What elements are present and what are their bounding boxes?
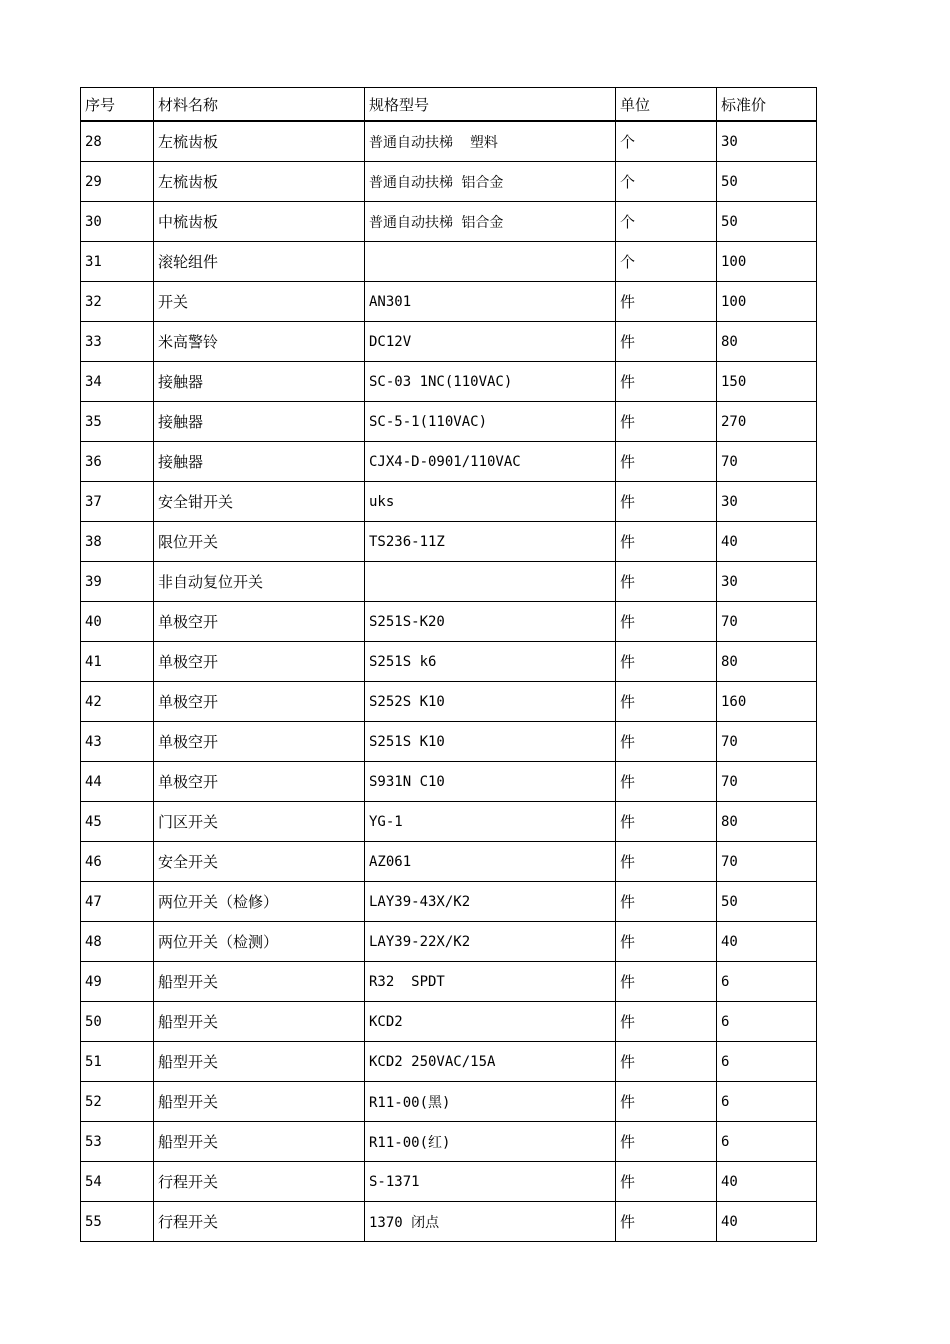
- cell-specification: KCD2 250VAC/15A: [365, 1042, 616, 1082]
- table-row: [81, 121, 817, 162]
- cell-material-name: 非自动复位开关: [154, 562, 365, 602]
- cell-serial-number: 42: [81, 682, 154, 722]
- header-serial-number: 序号: [81, 88, 154, 122]
- cell-serial-number: 33: [81, 322, 154, 362]
- table-row: [81, 802, 817, 842]
- cell-material-name: 单极空开: [154, 722, 365, 762]
- cell-material-name: 单极空开: [154, 682, 365, 722]
- cell-unit: 个: [616, 242, 717, 282]
- cell-material-name: 接触器: [154, 362, 365, 402]
- header-specification: 规格型号: [365, 88, 616, 122]
- table-row: [81, 362, 817, 402]
- cell-standard-price: 40: [717, 1162, 817, 1202]
- cell-specification: LAY39-43X/K2: [365, 882, 616, 922]
- cell-unit: 件: [616, 842, 717, 882]
- cell-specification: TS236-11Z: [365, 522, 616, 562]
- cell-standard-price: 6: [717, 1122, 817, 1162]
- cell-material-name: 船型开关: [154, 962, 365, 1002]
- cell-serial-number: 45: [81, 802, 154, 842]
- header-standard-price: 标准价: [717, 88, 817, 122]
- cell-serial-number: 54: [81, 1162, 154, 1202]
- cell-specification: 普通自动扶梯 铝合金: [365, 202, 616, 242]
- cell-serial-number: 55: [81, 1202, 154, 1242]
- table-row: [81, 642, 817, 682]
- cell-unit: 件: [616, 882, 717, 922]
- cell-serial-number: 29: [81, 162, 154, 202]
- table-row: [81, 1122, 817, 1162]
- cell-serial-number: 50: [81, 1002, 154, 1042]
- cell-unit: 件: [616, 922, 717, 962]
- cell-unit: 个: [616, 162, 717, 202]
- cell-standard-price: 50: [717, 162, 817, 202]
- header-unit: 单位: [616, 88, 717, 122]
- cell-unit: 件: [616, 1042, 717, 1082]
- cell-unit: 件: [616, 362, 717, 402]
- cell-material-name: 开关: [154, 282, 365, 322]
- cell-standard-price: 70: [717, 762, 817, 802]
- cell-specification: CJX4-D-0901/110VAC: [365, 442, 616, 482]
- cell-specification: SC-03 1NC(110VAC): [365, 362, 616, 402]
- cell-standard-price: 70: [717, 602, 817, 642]
- cell-specification: YG-1: [365, 802, 616, 842]
- table-body: [81, 121, 817, 1242]
- cell-unit: 件: [616, 1002, 717, 1042]
- table-row: [81, 1082, 817, 1122]
- cell-specification: LAY39-22X/K2: [365, 922, 616, 962]
- cell-material-name: 左梳齿板: [154, 162, 365, 202]
- cell-material-name: 行程开关: [154, 1162, 365, 1202]
- cell-specification: uks: [365, 482, 616, 522]
- cell-specification: R11-00(红): [365, 1122, 616, 1162]
- cell-material-name: 船型开关: [154, 1082, 365, 1122]
- header-row: [81, 88, 817, 122]
- cell-serial-number: 37: [81, 482, 154, 522]
- cell-standard-price: 150: [717, 362, 817, 402]
- cell-serial-number: 30: [81, 202, 154, 242]
- cell-standard-price: 6: [717, 962, 817, 1002]
- table-row: [81, 1162, 817, 1202]
- cell-specification: S252S K10: [365, 682, 616, 722]
- cell-unit: 件: [616, 1082, 717, 1122]
- table-header: [81, 88, 817, 122]
- cell-serial-number: 44: [81, 762, 154, 802]
- cell-material-name: 接触器: [154, 402, 365, 442]
- cell-standard-price: 40: [717, 1202, 817, 1242]
- cell-standard-price: 270: [717, 402, 817, 442]
- cell-standard-price: 70: [717, 442, 817, 482]
- cell-specification: S251S K10: [365, 722, 616, 762]
- table-row: [81, 842, 817, 882]
- cell-serial-number: 36: [81, 442, 154, 482]
- cell-standard-price: 100: [717, 282, 817, 322]
- table-row: [81, 442, 817, 482]
- cell-serial-number: 34: [81, 362, 154, 402]
- table-row: [81, 162, 817, 202]
- header-material-name: 材料名称: [154, 88, 365, 122]
- cell-material-name: 船型开关: [154, 1122, 365, 1162]
- cell-specification: 普通自动扶梯 塑料: [365, 121, 616, 162]
- table-row: [81, 522, 817, 562]
- cell-serial-number: 40: [81, 602, 154, 642]
- table-row: [81, 1042, 817, 1082]
- cell-standard-price: 40: [717, 922, 817, 962]
- cell-serial-number: 41: [81, 642, 154, 682]
- cell-unit: 个: [616, 202, 717, 242]
- cell-unit: 件: [616, 802, 717, 842]
- cell-unit: 件: [616, 722, 717, 762]
- cell-specification: AN301: [365, 282, 616, 322]
- cell-specification: S931N C10: [365, 762, 616, 802]
- cell-standard-price: 50: [717, 882, 817, 922]
- cell-material-name: 左梳齿板: [154, 121, 365, 162]
- cell-unit: 件: [616, 522, 717, 562]
- cell-standard-price: 80: [717, 802, 817, 842]
- cell-standard-price: 70: [717, 722, 817, 762]
- cell-unit: 件: [616, 442, 717, 482]
- table-row: [81, 682, 817, 722]
- table-row: [81, 882, 817, 922]
- cell-standard-price: 6: [717, 1042, 817, 1082]
- table-row: [81, 282, 817, 322]
- cell-standard-price: 6: [717, 1082, 817, 1122]
- cell-material-name: 两位开关（检修）: [154, 882, 365, 922]
- cell-specification: DC12V: [365, 322, 616, 362]
- cell-material-name: 安全钳开关: [154, 482, 365, 522]
- cell-material-name: 单极空开: [154, 642, 365, 682]
- cell-standard-price: 40: [717, 522, 817, 562]
- table-row: [81, 562, 817, 602]
- cell-serial-number: 35: [81, 402, 154, 442]
- cell-standard-price: 30: [717, 121, 817, 162]
- cell-serial-number: 38: [81, 522, 154, 562]
- cell-serial-number: 53: [81, 1122, 154, 1162]
- cell-unit: 件: [616, 1122, 717, 1162]
- cell-specification: S-1371: [365, 1162, 616, 1202]
- table-row: [81, 1002, 817, 1042]
- cell-material-name: 接触器: [154, 442, 365, 482]
- cell-serial-number: 51: [81, 1042, 154, 1082]
- cell-serial-number: 47: [81, 882, 154, 922]
- cell-serial-number: 39: [81, 562, 154, 602]
- cell-unit: 个: [616, 121, 717, 162]
- cell-standard-price: 80: [717, 642, 817, 682]
- cell-material-name: 行程开关: [154, 1202, 365, 1242]
- table-row: [81, 962, 817, 1002]
- cell-unit: 件: [616, 962, 717, 1002]
- cell-serial-number: 49: [81, 962, 154, 1002]
- cell-standard-price: 160: [717, 682, 817, 722]
- cell-unit: 件: [616, 402, 717, 442]
- cell-material-name: 两位开关（检测）: [154, 922, 365, 962]
- cell-specification: [365, 562, 616, 602]
- table-row: [81, 482, 817, 522]
- table-row: [81, 762, 817, 802]
- cell-serial-number: 31: [81, 242, 154, 282]
- table-row: [81, 402, 817, 442]
- cell-standard-price: 100: [717, 242, 817, 282]
- cell-specification: 1370 闭点: [365, 1202, 616, 1242]
- cell-serial-number: 43: [81, 722, 154, 762]
- cell-material-name: 米高警铃: [154, 322, 365, 362]
- table-row: [81, 602, 817, 642]
- cell-unit: 件: [616, 282, 717, 322]
- cell-serial-number: 46: [81, 842, 154, 882]
- cell-specification: SC-5-1(110VAC): [365, 402, 616, 442]
- cell-specification: S251S k6: [365, 642, 616, 682]
- cell-specification: 普通自动扶梯 铝合金: [365, 162, 616, 202]
- table-row: [81, 322, 817, 362]
- cell-unit: 件: [616, 562, 717, 602]
- cell-unit: 件: [616, 482, 717, 522]
- cell-standard-price: 30: [717, 482, 817, 522]
- cell-material-name: 单极空开: [154, 762, 365, 802]
- cell-material-name: 滚轮组件: [154, 242, 365, 282]
- cell-unit: 件: [616, 1162, 717, 1202]
- table-row: [81, 722, 817, 762]
- cell-specification: KCD2: [365, 1002, 616, 1042]
- cell-unit: 件: [616, 642, 717, 682]
- cell-standard-price: 6: [717, 1002, 817, 1042]
- table-row: [81, 1202, 817, 1242]
- cell-serial-number: 48: [81, 922, 154, 962]
- cell-material-name: 中梳齿板: [154, 202, 365, 242]
- cell-serial-number: 52: [81, 1082, 154, 1122]
- table-row: [81, 242, 817, 282]
- cell-unit: 件: [616, 602, 717, 642]
- cell-specification: R32 SPDT: [365, 962, 616, 1002]
- cell-material-name: 船型开关: [154, 1002, 365, 1042]
- cell-serial-number: 28: [81, 121, 154, 162]
- cell-material-name: 安全开关: [154, 842, 365, 882]
- cell-serial-number: 32: [81, 282, 154, 322]
- cell-specification: AZ061: [365, 842, 616, 882]
- cell-standard-price: 50: [717, 202, 817, 242]
- cell-material-name: 单极空开: [154, 602, 365, 642]
- cell-material-name: 限位开关: [154, 522, 365, 562]
- cell-unit: 件: [616, 1202, 717, 1242]
- cell-unit: 件: [616, 762, 717, 802]
- materials-price-table: [80, 87, 817, 1242]
- cell-material-name: 船型开关: [154, 1042, 365, 1082]
- cell-unit: 件: [616, 682, 717, 722]
- cell-unit: 件: [616, 322, 717, 362]
- cell-standard-price: 70: [717, 842, 817, 882]
- cell-specification: R11-00(黑): [365, 1082, 616, 1122]
- table-row: [81, 922, 817, 962]
- cell-standard-price: 80: [717, 322, 817, 362]
- cell-specification: [365, 242, 616, 282]
- cell-material-name: 门区开关: [154, 802, 365, 842]
- cell-specification: S251S-K20: [365, 602, 616, 642]
- table-row: [81, 202, 817, 242]
- cell-standard-price: 30: [717, 562, 817, 602]
